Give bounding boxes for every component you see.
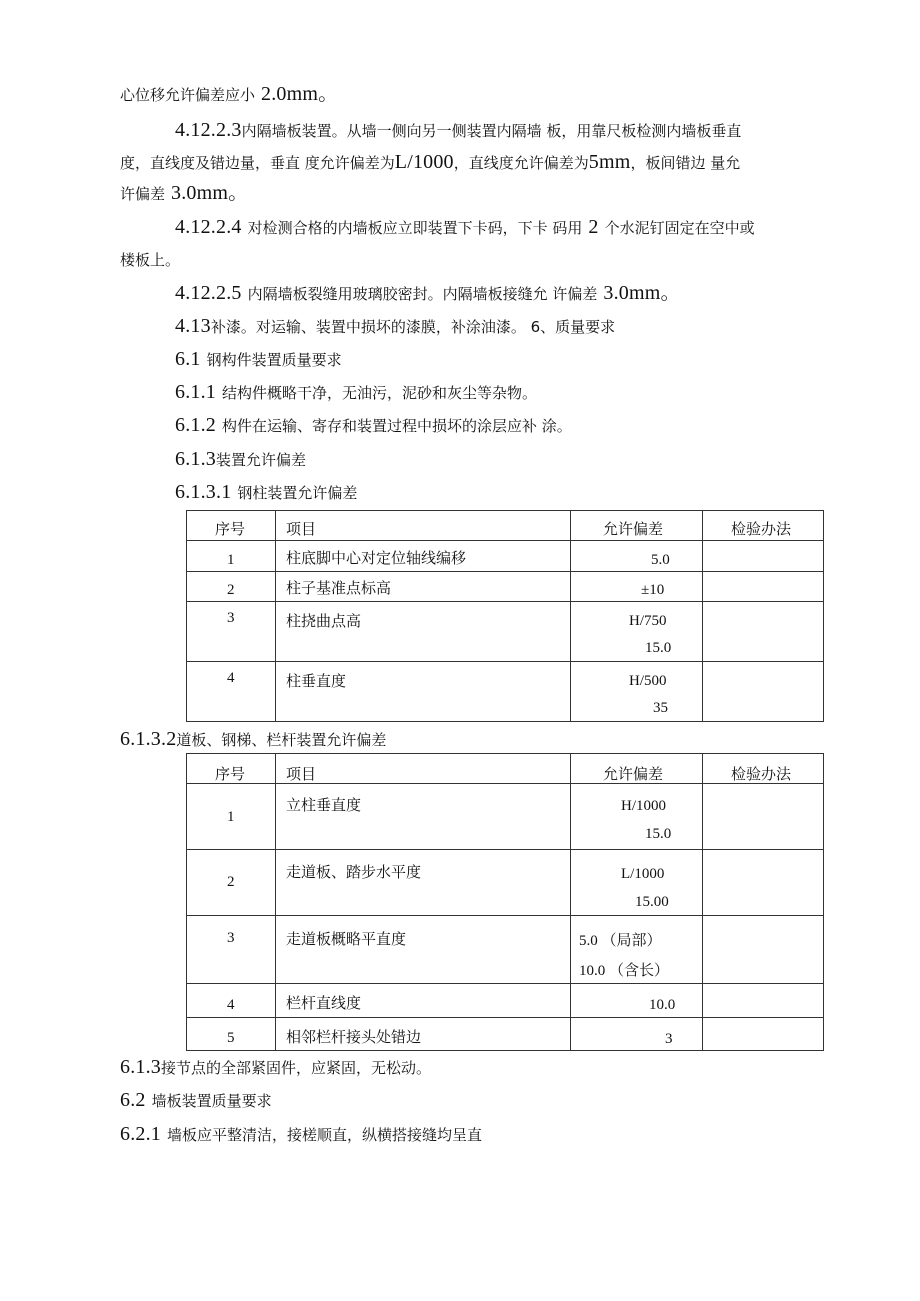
section-number: 6.2	[120, 1089, 146, 1111]
table-cell-item: 柱底脚中心对定位轴线编移	[276, 541, 571, 572]
paragraph-line	[120, 250, 180, 270]
section-number: 4.12.2.4	[175, 216, 242, 238]
table-cell-method	[703, 916, 824, 984]
heading-line	[175, 349, 342, 370]
table-cell-item: 栏杆直线度	[276, 984, 571, 1018]
paragraph-text: 度，直线度及错边量，垂直 度允许偏差为	[120, 154, 395, 172]
table-cell-no: 1	[187, 784, 276, 850]
table-row	[187, 1018, 824, 1051]
paragraph-line	[120, 84, 338, 105]
table-header-cell: 项目	[276, 511, 571, 541]
table-cell-item: 柱子基准点标高	[276, 572, 571, 602]
section-number: 6.1.3.2	[120, 728, 177, 750]
table-row	[187, 850, 824, 916]
table-cell-item: 柱挠曲点高	[276, 602, 571, 662]
table-cell-item: 立柱垂直度	[276, 784, 571, 850]
table-header-cell: 项目	[276, 754, 571, 784]
section-number: 4.13	[175, 315, 211, 337]
table-cell-no: 2	[187, 572, 276, 602]
paragraph-number: L/1000	[394, 151, 454, 173]
paragraph-text: 对检测合格的内墙板应立即装置下卡码，下卡 码用	[247, 219, 583, 237]
paragraph-line	[175, 120, 741, 141]
table-row	[187, 662, 824, 722]
table-cell-method	[703, 850, 824, 916]
paragraph-text: 楼板上。	[120, 251, 181, 269]
table-cell-tolerance: L/1000 15.00	[571, 850, 703, 916]
table-cell-no: 1	[187, 541, 276, 572]
paragraph-line	[120, 1057, 431, 1078]
paragraph-line	[175, 217, 755, 238]
paragraph-number: 3.0mm。	[171, 182, 249, 204]
paragraph-text: 结构件概略干净，无油污，泥砂和灰尘等杂物。	[222, 384, 538, 402]
heading-line	[175, 482, 357, 503]
section-number: 4.12.2.3	[175, 119, 242, 141]
heading-text: 墙板装置质量要求	[151, 1092, 272, 1110]
table-cell-tolerance: H/1000 15.0	[571, 784, 703, 850]
paragraph-text: 构件在运输、寄存和装置过程中损坏的涂层应补 涂。	[222, 417, 572, 435]
heading-text: 道板、钢梯、栏杆装置允许偏差	[176, 731, 387, 749]
section-number: 6.2.1	[120, 1123, 161, 1145]
paragraph-line	[175, 415, 572, 436]
table-cell-method	[703, 984, 824, 1018]
paragraph-number: 3.0mm。	[603, 282, 681, 304]
paragraph-text: 许偏差	[120, 185, 166, 203]
section-number: 4.12.2.5	[175, 282, 242, 304]
table-cell-item: 相邻栏杆接头处错边	[276, 1018, 571, 1051]
heading-line	[120, 729, 386, 750]
table-cell-item: 走道板、踏步水平度	[276, 850, 571, 916]
table-cell-tolerance: 5.0	[571, 541, 703, 572]
table-cell-method	[703, 572, 824, 602]
table-row	[187, 602, 824, 662]
table-header-cell: 检验办法	[703, 754, 824, 784]
paragraph-text: 补漆。对运输、装置中损坏的漆膜，补涂油漆。 6、质量要求	[210, 318, 616, 336]
table-header-cell: 序号	[187, 511, 276, 541]
table-cell-no: 5	[187, 1018, 276, 1051]
table-row	[187, 541, 824, 572]
table-header-cell: 序号	[187, 754, 276, 784]
table-cell-no: 3	[187, 602, 276, 662]
paragraph-line	[175, 316, 615, 337]
heading-text: 钢柱装置允许偏差	[237, 484, 358, 502]
paragraph-text: 内隔墙板裂缝用玻璃胶密封。内隔墙板接缝允 许偏差	[247, 285, 598, 303]
table-row	[187, 984, 824, 1018]
heading-line	[120, 1090, 272, 1111]
table-cell-item: 走道板概略平直度	[276, 916, 571, 984]
table-cell-item: 柱垂直度	[276, 662, 571, 722]
paragraph-number: 5mm	[588, 151, 631, 173]
heading-text: 装置允许偏差	[216, 451, 307, 469]
table-header-row	[187, 754, 824, 784]
section-number: 6.1.1	[175, 381, 216, 403]
table-cell-no: 3	[187, 916, 276, 984]
paragraph-text: ，直线度允许偏差为	[453, 154, 589, 172]
section-number: 6.1.3	[120, 1056, 161, 1078]
section-number: 6.1.2	[175, 414, 216, 436]
paragraph-text: 心位移允许偏差应小	[120, 86, 256, 104]
paragraph-text: 个水泥钉固定在空中或	[604, 219, 755, 237]
paragraph-line	[120, 152, 740, 173]
walkway-tolerance-table	[186, 753, 824, 1051]
table-cell-method	[703, 662, 824, 722]
table-cell-method	[703, 541, 824, 572]
paragraph-line	[175, 283, 681, 304]
paragraph-number: 2	[588, 216, 599, 238]
column-tolerance-table	[186, 510, 824, 722]
heading-text: 钢构件装置质量要求	[206, 351, 342, 369]
heading-line	[175, 449, 306, 470]
table-cell-no: 2	[187, 850, 276, 916]
table-cell-no: 4	[187, 984, 276, 1018]
table-row	[187, 916, 824, 984]
paragraph-text: 墙板应平整清洁，接槎顺直，纵横搭接缝均呈直	[167, 1126, 483, 1144]
paragraph-text: ，板间错边 量允	[630, 154, 741, 172]
paragraph-line	[120, 183, 248, 204]
table-cell-no: 4	[187, 662, 276, 722]
paragraph-number: 2.0mm。	[261, 83, 339, 105]
table-header-cell: 允许偏差	[571, 511, 703, 541]
table-cell-method	[703, 1018, 824, 1051]
table-header-row	[187, 511, 824, 541]
section-number: 6.1	[175, 348, 201, 370]
table-cell-method	[703, 784, 824, 850]
table-cell-tolerance: H/500 35	[571, 662, 703, 722]
table-cell-tolerance: 10.0	[571, 984, 703, 1018]
table-cell-tolerance: 5.0 （局部） 10.0 （含长）	[571, 916, 703, 984]
table-cell-tolerance: 3	[571, 1018, 703, 1051]
table-cell-method	[703, 602, 824, 662]
table-cell-tolerance: H/750 15.0	[571, 602, 703, 662]
table-header-cell: 允许偏差	[571, 754, 703, 784]
section-number: 6.1.3	[175, 448, 216, 470]
paragraph-line	[120, 1124, 482, 1145]
table-row	[187, 572, 824, 602]
paragraph-text: 接节点的全部紧固件，应紧固，无松动。	[161, 1059, 432, 1077]
table-header-cell: 检验办法	[703, 511, 824, 541]
paragraph-text: 内隔墙板装置。从墙一侧向另一侧装置内隔墙 板，用靠尺板检测内墙板垂直	[241, 122, 742, 140]
table-row	[187, 784, 824, 850]
section-number: 6.1.3.1	[175, 481, 232, 503]
paragraph-line	[175, 382, 537, 403]
table-cell-tolerance: ±10	[571, 572, 703, 602]
